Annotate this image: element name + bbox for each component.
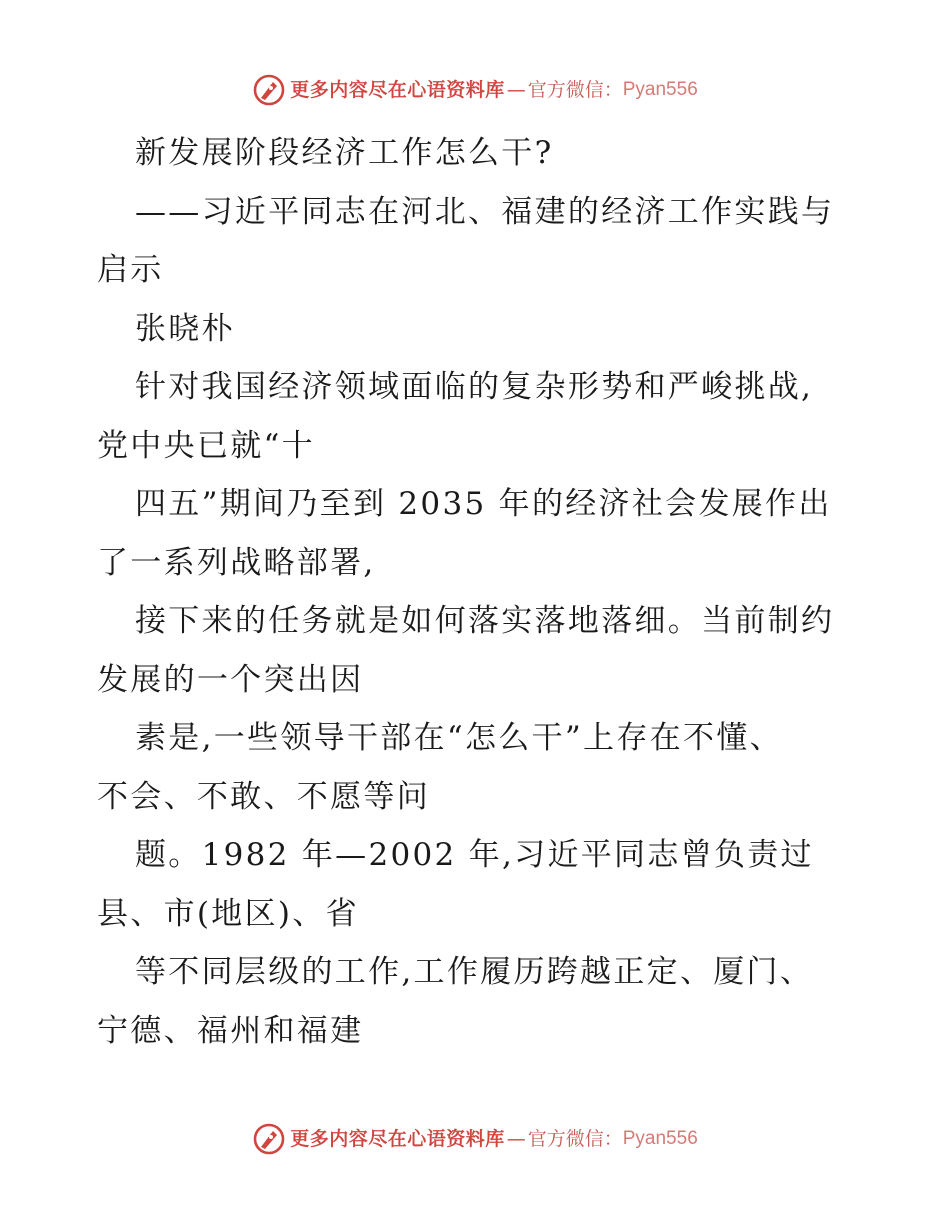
footer-watermark-banner (0, 1119, 950, 1159)
paragraph-line: 不会、不敢、不愿等问 (97, 778, 430, 815)
paragraph-line: 发展的一个突出因 (97, 661, 364, 698)
pen-nib-logo-icon (252, 73, 286, 107)
banner-brand-text: 更多内容尽在心语资料库 (290, 79, 505, 101)
pen-nib-logo-icon (252, 1122, 286, 1156)
article-title: 新发展阶段经济工作怎么干? (135, 135, 554, 171)
paragraph-line: 四五”期间乃至到 2035 年的经济社会发展作出 (135, 486, 832, 522)
paragraph-line: 宁德、福州和福建 (97, 1012, 364, 1049)
paragraph-line: 题。1982 年—2002 年,习近平同志曾负责过 (135, 837, 814, 873)
paragraph-line: 等不同层级的工作,工作履历跨越正定、厦门、 (135, 954, 814, 990)
banner-wechat-handle: Pyan556 (622, 79, 698, 100)
banner-wechat-label: 官方微信： (527, 1128, 623, 1150)
banner-brand-text: 更多内容尽在心语资料库 (290, 1128, 505, 1150)
banner-wechat-label: 官方微信： (527, 79, 623, 101)
paragraph-line: 党中央已就“十 (97, 427, 315, 464)
banner-separator: — (506, 1128, 526, 1150)
paragraph-line: 针对我国经济领域面临的复杂形势和严峻挑战, (135, 369, 814, 405)
paragraph-line: 了一系列战略部署, (97, 544, 376, 581)
paragraph-line: 素是,一些领导干部在“怎么干”上存在不懂、 (135, 720, 783, 756)
paragraph-line: 县、市(地区)、省 (97, 895, 359, 932)
header-watermark-banner (0, 70, 950, 110)
article-body (97, 124, 857, 1060)
article-subtitle-line: ——习近平同志在河北、福建的经济工作实践与 (135, 193, 835, 230)
article-author: 张晓朴 (135, 310, 235, 347)
article-subtitle-line: 启示 (97, 252, 164, 288)
banner-separator: — (506, 79, 526, 101)
banner-wechat-handle: Pyan556 (622, 1128, 698, 1149)
paragraph-line: 接下来的任务就是如何落实落地落细。当前制约 (135, 603, 835, 639)
